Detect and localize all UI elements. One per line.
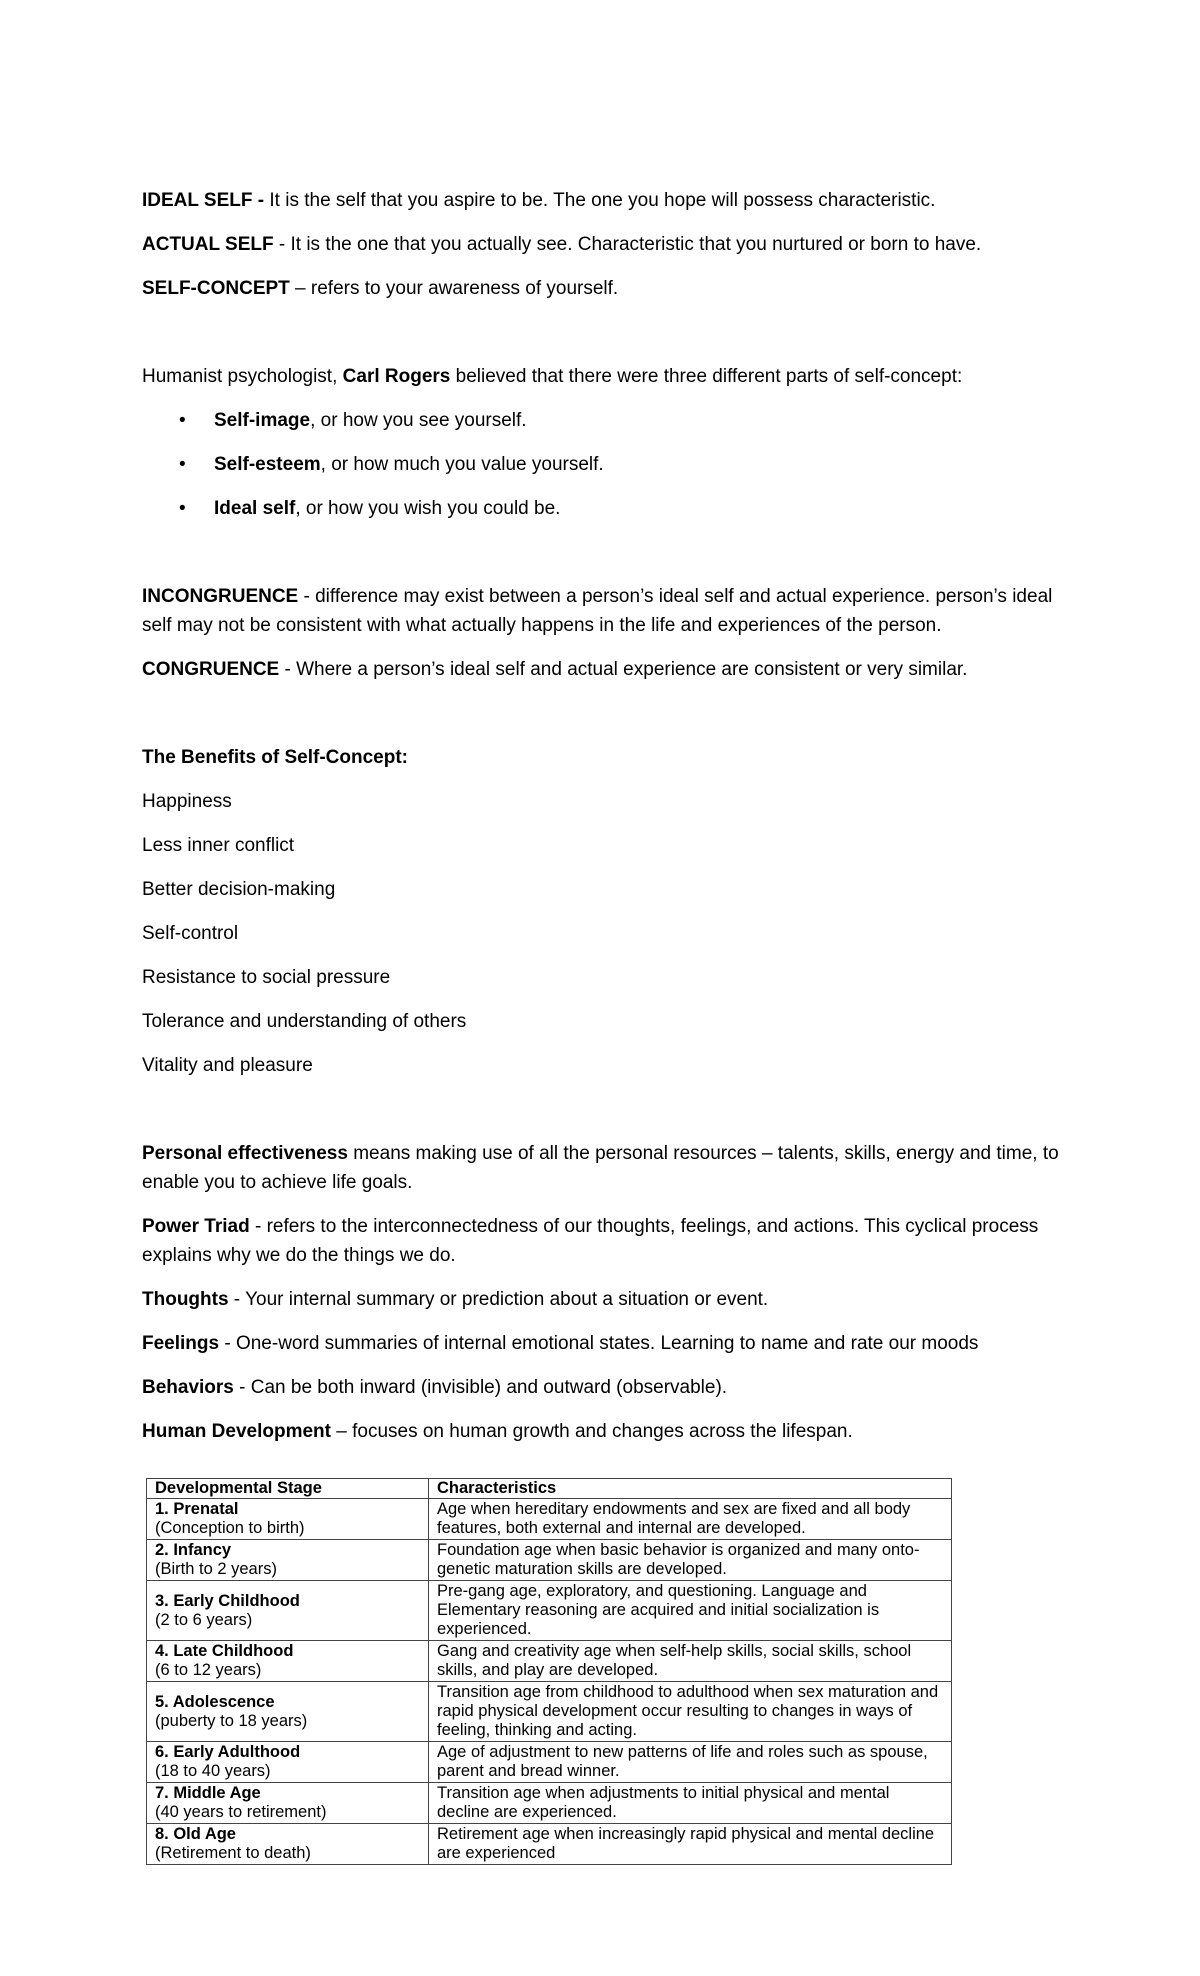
stage-name: 8. Old Age (155, 1825, 236, 1843)
definition-text: - It is the one that you actually see. Characteristic that you nurtured or born to have. (273, 234, 982, 255)
term: SELF-CONCEPT (142, 278, 290, 299)
stage-cell (147, 1783, 429, 1824)
table-header-row (147, 1479, 952, 1499)
item-text: , or how you wish you could be. (295, 498, 561, 519)
definition-text: It is the self that you aspire to be. The one you hope will possess characteristic. (269, 190, 936, 211)
term: Power Triad (142, 1216, 250, 1237)
table-row (147, 1824, 952, 1865)
bullet-icon: • (179, 454, 186, 475)
benefits-list (142, 787, 1077, 1080)
definition-text: – focuses on human growth and changes across the lifespan. (330, 1421, 853, 1442)
characteristics-cell: Age of adjustment to new patterns of life and roles such as spouse, parent and bread winner. (429, 1742, 952, 1783)
definition-human-development (142, 1417, 1077, 1446)
term: IDEAL SELF - (142, 190, 270, 211)
term: Ideal self (214, 498, 296, 519)
stage-cell (147, 1742, 429, 1783)
document-body (142, 186, 1077, 1461)
person-name: Carl Rogers (342, 366, 451, 387)
intro-text-end: believed that there were three different parts of self-concept: (450, 366, 963, 387)
definition-text: - Can be both inward (invisible) and outward (observable). (233, 1377, 728, 1398)
characteristics-cell: Transition age from childhood to adulthood when sex maturation and rapid physical development occur resulting to changes in ways of feeling, thinking and acting. (429, 1682, 952, 1742)
list-item: Resistance to social pressure (142, 967, 391, 988)
developmental-stages-table (146, 1478, 952, 1865)
definition-text: - One-word summaries of internal emotional states. Learning to name and rate our moods (219, 1333, 979, 1354)
list-item: Better decision-making (142, 879, 336, 900)
definition-behaviors (142, 1373, 1077, 1402)
characteristics-cell: Pre-gang age, exploratory, and questioning. Language and Elementary reasoning are acquired and initial socialization is experienced. (429, 1581, 952, 1641)
stage-range: (Birth to 2 years) (155, 1560, 277, 1578)
term: Thoughts (142, 1289, 229, 1310)
term: INCONGRUENCE (142, 586, 299, 607)
definition-text: - Where a person’s ideal self and actual experience are consistent or very similar. (279, 659, 968, 680)
stage-name: 2. Infancy (155, 1541, 232, 1559)
heading-text: The Benefits of Self-Concept: (142, 747, 409, 768)
term: Human Development (142, 1421, 331, 1442)
bullet-icon: • (179, 498, 186, 519)
term: Feelings (142, 1333, 220, 1354)
stage-range: (Conception to birth) (155, 1519, 305, 1537)
spacer (142, 538, 1077, 582)
characteristics-cell: Retirement age when increasingly rapid physical and mental decline are experienced (429, 1824, 952, 1865)
stage-cell (147, 1540, 429, 1581)
column-header-characteristics: Characteristics (429, 1479, 952, 1499)
spacer (142, 318, 1077, 362)
term: Self-image (214, 410, 311, 431)
benefits-heading (142, 743, 1077, 772)
table-row (147, 1783, 952, 1824)
stage-range: (puberty to 18 years) (155, 1711, 308, 1730)
definition-text: - difference may exist between a person’s ideal self and actual experience. person’s ideal self may not be consistent with what actually happens in the life and experiences of the person. (142, 586, 1053, 636)
definition-thoughts (142, 1285, 1077, 1314)
column-header-stage: Developmental Stage (147, 1479, 429, 1499)
term: Self-esteem (214, 454, 321, 475)
definition-actual-self (142, 230, 1077, 259)
bullet-icon: • (179, 410, 186, 431)
stage-name: 3. Early Childhood (155, 1591, 300, 1610)
term: CONGRUENCE (142, 659, 280, 680)
characteristics-cell: Gang and creativity age when self-help skills, social skills, school skills, and play are developed. (429, 1641, 952, 1682)
stage-name: 1. Prenatal (155, 1500, 239, 1518)
table-row (147, 1540, 952, 1581)
intro-text: Humanist psychologist, (142, 366, 343, 387)
definition-personal-effectiveness (142, 1139, 1077, 1197)
stage-cell (147, 1641, 429, 1682)
table-row (147, 1682, 952, 1742)
stage-cell (147, 1682, 429, 1742)
table-row (147, 1641, 952, 1682)
stage-cell (147, 1581, 429, 1641)
definition-incongruence (142, 582, 1077, 640)
definition-text: - Your internal summary or prediction about a situation or event. (228, 1289, 769, 1310)
stage-range: (18 to 40 years) (155, 1762, 271, 1780)
stage-name: 6. Early Adulthood (155, 1743, 301, 1761)
definition-text: - refers to the interconnectedness of our thoughts, feelings, and actions. This cyclical process explains why we do the things we do. (142, 1216, 1039, 1266)
stage-range: (6 to 12 years) (155, 1661, 262, 1679)
item-text: , or how much you value yourself. (320, 454, 604, 475)
list-item (142, 406, 1077, 435)
stage-cell (147, 1824, 429, 1865)
stage-name: 4. Late Childhood (155, 1642, 294, 1660)
definition-text: – refers to your awareness of yourself. (289, 278, 619, 299)
stage-range: (2 to 6 years) (155, 1610, 253, 1629)
table-row (147, 1742, 952, 1783)
spacer (142, 1095, 1077, 1139)
definition-feelings (142, 1329, 1077, 1358)
list-item: Happiness (142, 791, 232, 812)
characteristics-cell: Foundation age when basic behavior is organized and many onto-genetic maturation skills are developed. (429, 1540, 952, 1581)
definition-text: means making use of all the personal resources – talents, skills, energy and time, to enable you to achieve life goals. (142, 1143, 1059, 1193)
list-item: Less inner conflict (142, 835, 295, 856)
list-item (142, 450, 1077, 479)
rogers-intro (142, 362, 1077, 391)
list-item: Self-control (142, 923, 239, 944)
stage-range: (Retirement to death) (155, 1844, 311, 1862)
definition-ideal-self (142, 186, 1077, 215)
self-concept-parts-list (142, 406, 1077, 523)
table-row (147, 1581, 952, 1641)
list-item (142, 494, 1077, 523)
stage-range: (40 years to retirement) (155, 1803, 327, 1821)
characteristics-cell: Age when hereditary endowments and sex are fixed and all body features, both external and internal are developed. (429, 1499, 952, 1540)
list-item: Tolerance and understanding of others (142, 1011, 467, 1032)
item-text: , or how you see yourself. (310, 410, 527, 431)
characteristics-cell: Transition age when adjustments to initial physical and mental decline are experienced. (429, 1783, 952, 1824)
list-item: Vitality and pleasure (142, 1055, 313, 1076)
term: Behaviors (142, 1377, 234, 1398)
term: Personal effectiveness (142, 1143, 348, 1164)
table-row (147, 1499, 952, 1540)
term: ACTUAL SELF (142, 234, 274, 255)
spacer (142, 699, 1077, 743)
stage-name: 5. Adolescence (155, 1692, 275, 1711)
stage-cell (147, 1499, 429, 1540)
definition-self-concept (142, 274, 1077, 303)
definition-congruence (142, 655, 1077, 684)
definition-power-triad (142, 1212, 1077, 1270)
stage-name: 7. Middle Age (155, 1784, 261, 1802)
